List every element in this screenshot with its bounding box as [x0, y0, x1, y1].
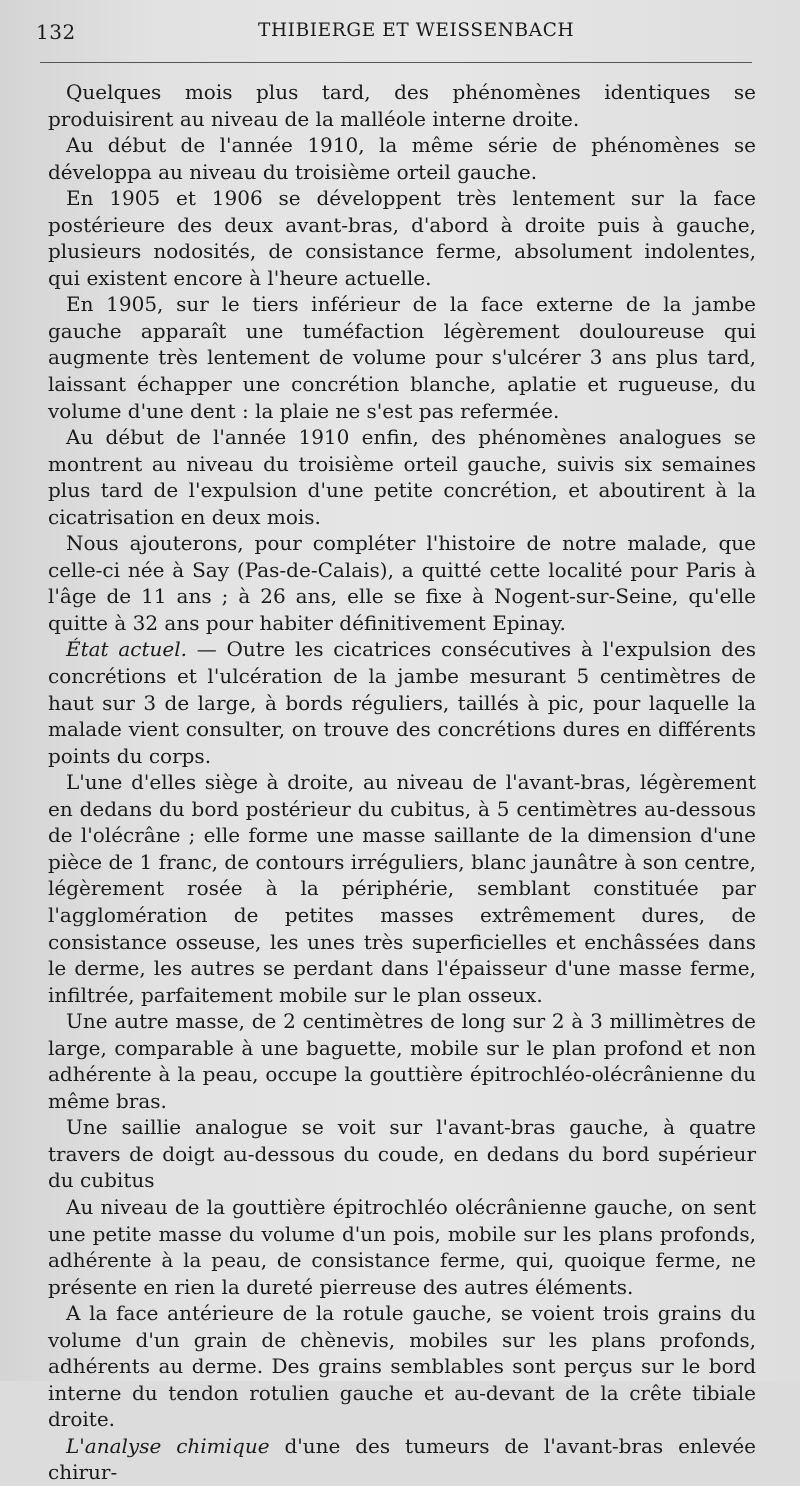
- paragraph: A la face antérieure de la rotule gauche, se voient trois grains du volume d'un grain de chènevis, mobiles sur les plans profonds, adhérents au derme. Des grains semblables sont perçus sur le bord interne du tendon rotulien gauche et au-devant de la crête tibiale droite.: [48, 1301, 756, 1432]
- paragraph: Une autre masse, de 2 centimètres de long sur 2 à 3 millimètres de large, comparable à une baguette, mobile sur le plan profond et non adhérente à la peau, occupe la gouttière épitrochléo-olécrânienne du même bras.: [48, 1009, 756, 1113]
- paragraph: Nous ajouterons, pour compléter l'histoire de notre malade, que celle-ci née à Say (Pas-de-Calais), a quitté cette localité pour Paris à l'âge de 11 ans ; à 26 ans, elle se fixe à Nogent-sur-Seine, qu'elle quitte à 32 ans pour habiter définitivement Epinay.: [48, 531, 756, 635]
- section-lead-analyse-chimique: L'analyse chimique: [66, 1433, 270, 1458]
- section-lead-etat-actuel: État actuel.: [66, 637, 187, 662]
- page-header: [36, 20, 760, 54]
- paragraph: En 1905 et 1906 se développent très lentement sur la face postérieure des deux avant-bras, d'abord à droite puis à gauche, plusieurs nodosités, de consistance ferme, absolument indolentes, qui existent encore à l'heure actuelle.: [48, 186, 756, 290]
- paragraph: Au début de l'année 1910, la même série de phénomènes se développa au niveau du troisième orteil gauche.: [48, 133, 756, 184]
- paragraph: L'une d'elles siège à droite, au niveau de l'avant-bras, légèrement en dedans du bord postérieur du cubitus, à 5 centimètres au-dessous de l'olécrâne ; elle forme une masse saillante de la dimension d'une pièce de 1 franc, de contours irréguliers, blanc jaunâtre à son centre, légèrement rosée à la périphérie, semblant constituée par l'agglomération de petites masses extrêmement dures, de consistance osseuse, les unes très superficielles et enchâssées dans le derme, les autres se perdant dans l'épaisseur d'une masse ferme, infiltrée, parfaitement mobile sur le plan osseux.: [48, 770, 756, 1007]
- header-rule: [40, 62, 752, 63]
- body-text: [48, 79, 756, 1486]
- paragraph: Au niveau de la gouttière épitrochléo olécrânienne gauche, on sent une petite masse du volume d'un pois, mobile sur les plans profonds, adhérente à la peau, de consistance ferme, qui, quoique ferme, ne présente en rien la dureté pierreuse des autres éléments.: [48, 1194, 756, 1299]
- paragraph: En 1905, sur le tiers inférieur de la face externe de la jambe gauche apparaît une tuméfaction légèrement douloureuse qui augmente très lentement de volume pour s'ulcérer 3 ans plus tard, laissant échapper une concrétion blanche, aplatie et rugueuse, du volume d'une dent : la plaie ne s'est pas refermée.: [48, 292, 756, 423]
- paragraph: Quelques mois plus tard, des phénomènes identiques se produisirent au niveau de la malléole interne droite.: [48, 80, 756, 131]
- paragraph: État actuel. — Outre les cicatrices consécutives à l'expulsion des concrétions et l'ulcération de la jambe mesurant 5 centimètres de haut sur 3 de large, à bords réguliers, taillés à pic, pour laquelle la malade vient consulter, on trouve des concrétions dures en différents points du corps.: [48, 637, 756, 768]
- page-number: 132: [36, 20, 76, 44]
- paragraph: Une saillie analogue se voit sur l'avant-bras gauche, à quatre travers de doigt au-dessous du coude, en dedans du bord supérieur du cubitus: [48, 1115, 756, 1193]
- paragraph: Au début de l'année 1910 enfin, des phénomènes analogues se montrent au niveau du troisième orteil gauche, suivis six semaines plus tard de l'expulsion d'une petite concrétion, et aboutirent à la cicatrisation en deux mois.: [48, 425, 756, 529]
- running-title: THIBIERGE ET WEISSENBACH: [258, 20, 575, 41]
- paragraph: L'analyse chimique d'une des tumeurs de l'avant-bras enlevée chirur-: [48, 1433, 756, 1485]
